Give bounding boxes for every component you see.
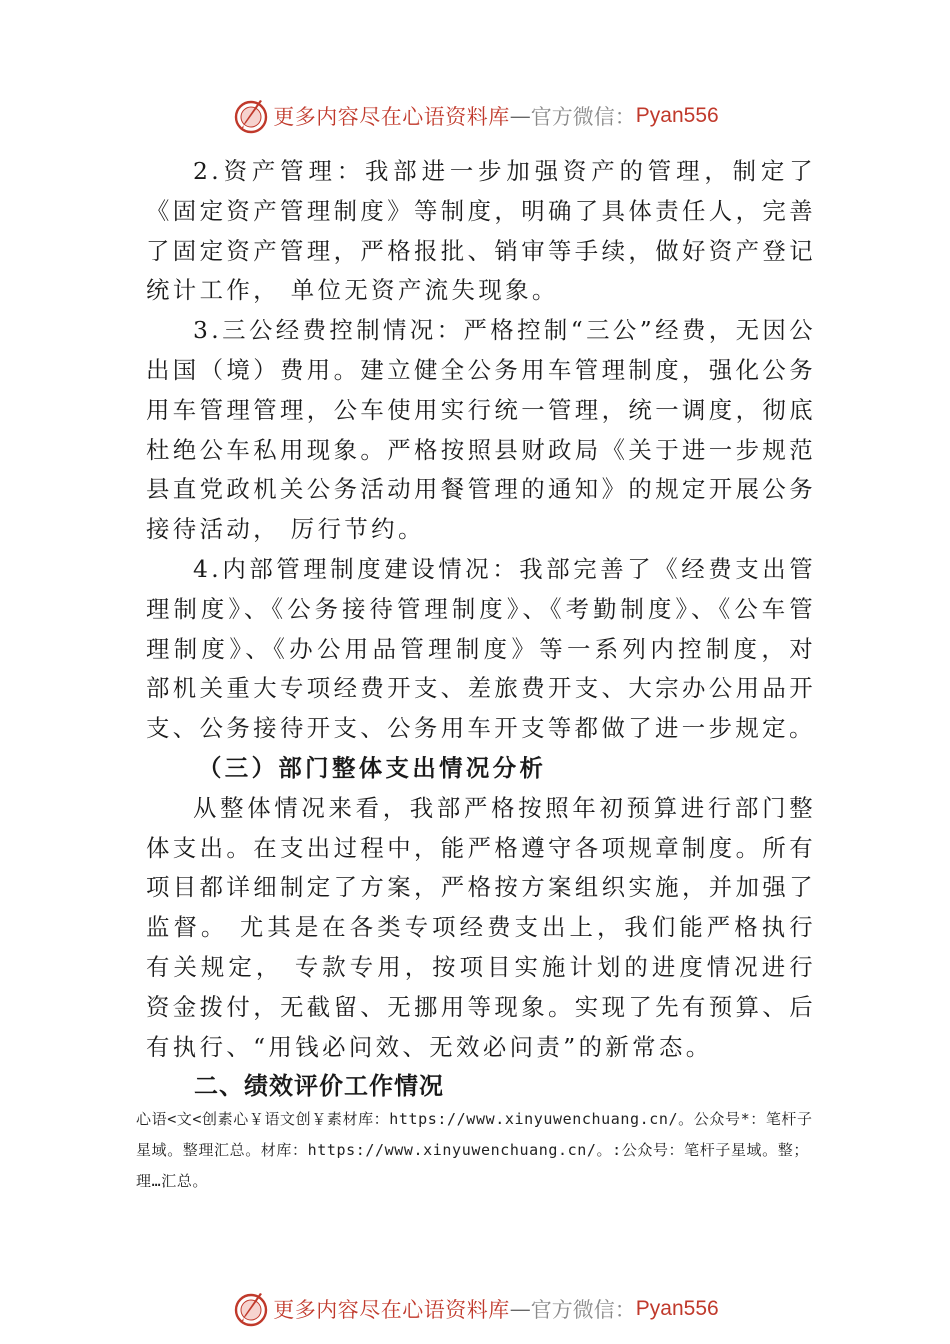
banner-wechat-label: 官方微信： [530,1298,636,1322]
banner-wechat-id: Pyan556 [635,1297,719,1320]
banner-text: 更多内容尽在心语资料库 [273,1298,510,1322]
header-banner [0,94,950,138]
paragraph-internal-management: 4.内部管理制度建设情况：我部完善了《经费支出管理制度》、《公务接待管理制度》、《考勤制度》、《公车管理制度》、《办公用品管理制度》等一系列内控制度，对部机关重大专项经费开支、差旅费开支、大宗办公用品开支、公务接待开支、公务用车开支等都做了进一步规定。 [146,554,816,743]
banner-separator: — [509,1297,531,1321]
section-subheading: （三）部门整体支出情况分析 [198,753,547,782]
brush-logo-icon [231,96,271,136]
document-body [146,152,816,1105]
brush-logo-icon [231,1289,271,1329]
banner-text: 更多内容尽在心语资料库 [273,105,510,129]
footer-banner [0,1287,950,1331]
banner-wechat-id: Pyan556 [635,104,719,127]
section-heading: 二、绩效评价工作情况 [194,1072,444,1101]
banner-separator: — [509,104,531,128]
paragraph-asset-management: 2.资产管理：我部进一步加强资产的管理，制定了《固定资产管理制度》等制度，明确了具体责任人，完善了固定资产管理，严格报批、销审等手续，做好资产登记统计工作， 单位无资产流失现象。 [146,157,816,305]
banner-wechat-label: 官方微信： [530,105,636,129]
watermark-note: 心语<文<创素心￥语文创￥素材库：https://www.xinyuwenchuang.cn/。公众号*：笔杆子星域。整理汇总。材库：https://www.xinyuwenchuang.cn/。:公众号：笔杆子星域。整；理…汇总。 [136,1110,813,1190]
paragraph-three-public-expenses: 3.三公经费控制情况：严格控制“三公”经费，无因公出国（境）费用。建立健全公务用车管理制度，强化公务用车管理管理，公车使用实行统一管理，统一调度，彻底杜绝公车私用现象。严格按照县财政局《关于进一步规范县直党政机关公务活动用餐管理的通知》的规定开展公务接待活动， 厉行节约。 [146,316,816,544]
paragraph-overall-expenditure: 从整体情况来看，我部严格按照年初预算进行部门整体支出。在支出过程中，能严格遵守各项规章制度。所有项目都详细制定了方案，严格按方案组织实施，并加强了监督。 尤其是在各类专项经费支出上，我们能严格执行有关规定， 专款专用，按项目实施计划的进度情况进行资金拨付，无截留、无挪用等现象。实现了先有预算、后有执行、“用钱必问效、无效必问责”的新常态。 [146,793,816,1061]
